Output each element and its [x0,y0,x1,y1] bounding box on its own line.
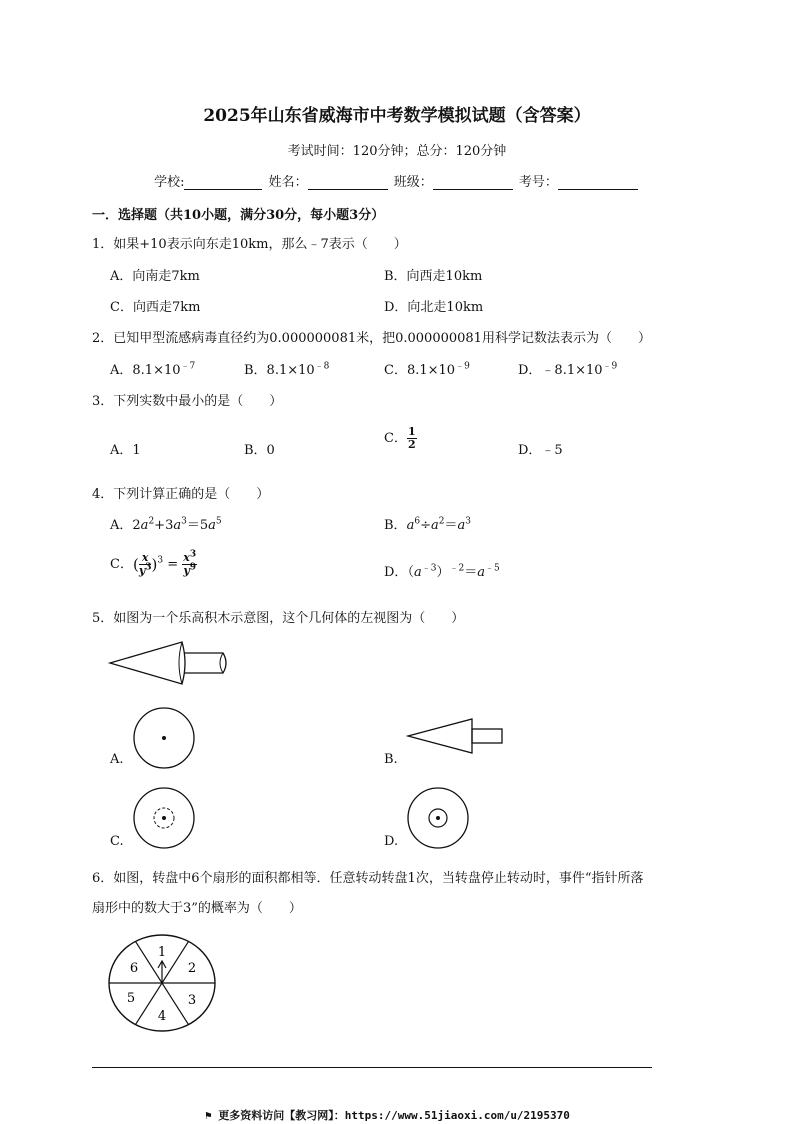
q2-option-d: D．$﹣8.1\times 10^{﹣9}$ [518,361,618,378]
q6-stem-line1: 6．如图，转盘中6个扇形的面积都相等．任意转动转盘1次，当转盘停止转动时，事件“指针所落 [92,871,644,886]
q5-option-d-figure [406,786,470,850]
spinner-number: 5 [126,991,136,1006]
school-blank [184,175,262,190]
q1-stem: 1．如果+10表示向东走10km，那么﹣7表示（ ） [92,237,407,252]
q2-option-c: C．$8.1\times 10^{﹣9}$ [384,361,470,378]
q2-option-b: B．$8.1\times 10^{﹣8}$ [244,361,330,378]
footer-divider [92,1067,652,1068]
lego-brick-figure [105,636,235,694]
exam-time-info: 考试时间：120分钟；总分：120分钟 [287,144,507,159]
exam-no-blank [558,175,638,190]
q4-option-b: B．$a^6\div a^2=a^3$ [384,516,471,533]
name-label: 姓名： [268,175,308,190]
q6-stem-line2: 扇形中的数大于3”的概率为（ ） [92,901,302,916]
student-info-line [0,171,794,190]
page-title: 2025年山东省威海市中考数学模拟试题（含答案） [203,106,591,126]
q5-stem: 5．如图为一个乐高积木示意图，这个几何体的左视图为（ ） [92,611,465,626]
q4-option-d: D．$(a^{﹣3})^{﹣2}=a^{﹣5}$ [384,563,500,580]
q5-option-a-figure [132,706,196,770]
footer-link[interactable]: ⚑ 更多资料访问【教习网】：https://www.51jiaoxi.com/u/2195370 [205,1109,570,1122]
spinner-number: 6 [129,961,139,976]
q3-option-b: B．0 [244,443,275,458]
q3-option-a: A．1 [110,443,141,458]
q5-option-c-figure [132,786,196,850]
q3-fraction: $\frac{1}{2}$ [407,425,416,451]
q5-option-a: A. [110,752,124,767]
spinner-number: 3 [187,993,197,1008]
q5-option-d: D. [384,834,399,849]
spinner-number: 1 [157,945,167,960]
q1-option-d: D．向北走10km [384,300,484,315]
class-label: 班级： [393,175,433,190]
flag-icon: ⚑ [205,1109,212,1122]
school-label: 学校: [154,175,185,190]
name-blank [308,175,388,190]
spinner-number: 2 [187,961,197,976]
q3-option-d: D．﹣5 [518,443,563,458]
spinner-number: 4 [157,1009,167,1024]
q5-option-c: C. [110,834,124,849]
q2-option-a: A．$8.1\times 10^{﹣7}$ [110,361,196,378]
q1-option-b: B．向西走10km [384,269,483,284]
spinner-figure [106,932,218,1036]
q4-stem: 4．下列计算正确的是（ ） [92,487,270,502]
q3-option-c: C． $\frac{1}{2}$ [384,425,416,451]
section-heading: 一．选择题（共10小题，满分30分，每小题3分） [92,208,385,223]
exam-no-label: 考号： [518,175,558,190]
q1-option-a: A．向南走7km [110,269,200,284]
q4-option-a: A．$2a^2+3a^3=5a^5$ [110,516,222,533]
q5-option-b: B. [384,752,398,767]
class-blank [433,175,513,190]
q2-stem: 2．已知甲型流感病毒直径约为0.000000081米，把0.000000081用科学记数法表示为（ ） [92,331,651,346]
q5-option-b-figure [406,716,506,756]
q3-stem: 3．下列实数中最小的是（ ） [92,394,283,409]
q1-option-c: C．向西走7km [110,300,201,315]
q4-option-c: C．( $\frac{x}{y^3}$ )$^3$ = $\frac{x^3}{y^9}$ [110,549,197,577]
